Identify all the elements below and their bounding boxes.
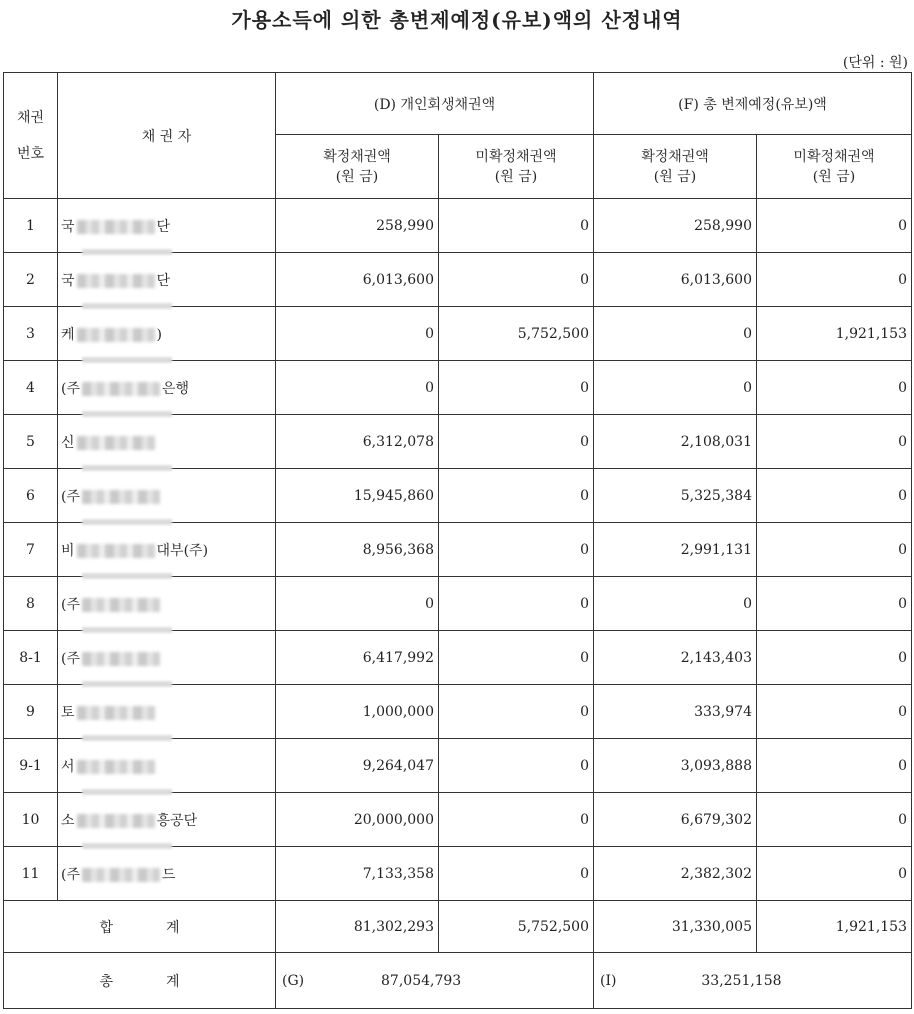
redaction-blur xyxy=(82,598,160,612)
f-unconfirmed-amount: 0 xyxy=(757,577,912,631)
subtotal-label-b: 계 xyxy=(165,919,180,936)
creditor-name-visible-start: 신 xyxy=(61,434,75,451)
f-confirmed-amount: 2,108,031 xyxy=(594,415,757,469)
f-confirmed-amount: 0 xyxy=(594,361,757,415)
f-confirmed-amount: 5,325,384 xyxy=(594,469,757,523)
creditor-name-visible-end: 흥공단 xyxy=(156,812,198,829)
f-unconfirmed-amount: 0 xyxy=(757,523,912,577)
document-title: 가용소득에 의한 총변제예정(유보)액의 산정내역 xyxy=(231,8,683,32)
redaction-blur xyxy=(77,274,155,288)
redaction-blur xyxy=(77,706,155,720)
d-unconfirmed-amount: 0 xyxy=(439,685,594,739)
redaction-blur xyxy=(82,789,172,795)
creditor-no: 9-1 xyxy=(4,739,58,793)
f-unconfirmed-amount: 0 xyxy=(757,361,912,415)
creditor-name-visible-start: 비 xyxy=(61,542,75,559)
creditor-name-visible-start: 국 xyxy=(61,272,75,289)
f-confirmed-header xyxy=(594,135,757,199)
creditor-name-visible-start: (주 xyxy=(61,650,80,667)
redaction-blur xyxy=(82,652,160,666)
creditor-name xyxy=(58,415,276,469)
d-confirmed-amount: 8,956,368 xyxy=(276,523,439,577)
table-row xyxy=(4,415,912,469)
d-confirmed-label: 확정채권액 xyxy=(323,148,391,165)
creditor-name-visible-start: 서 xyxy=(61,758,75,775)
d-confirmed-amount: 20,000,000 xyxy=(276,793,439,847)
creditor-no-header xyxy=(4,73,58,199)
header-row-1 xyxy=(4,73,912,135)
creditor-no: 8 xyxy=(4,577,58,631)
d-confirmed-amount: 6,013,600 xyxy=(276,253,439,307)
f-confirmed-amount: 0 xyxy=(594,307,757,361)
d-confirmed-principal: (원 금) xyxy=(335,168,379,185)
d-confirmed-header xyxy=(276,135,439,199)
redaction-blur xyxy=(77,814,155,828)
redaction-blur xyxy=(82,382,160,396)
d-unconfirmed-amount: 0 xyxy=(439,793,594,847)
grand-total-row xyxy=(4,953,912,1009)
group-f-header: (F) 총 변제예정(유보)액 xyxy=(594,73,912,135)
creditor-name xyxy=(58,469,276,523)
creditor-name xyxy=(58,577,276,631)
d-unconfirmed-amount: 0 xyxy=(439,739,594,793)
table-row xyxy=(4,631,912,685)
d-unconfirmed-amount: 5,752,500 xyxy=(439,307,594,361)
creditor-name xyxy=(58,793,276,847)
subtotal-f-unconfirmed: 1,921,153 xyxy=(757,901,912,953)
d-confirmed-amount: 258,990 xyxy=(276,199,439,253)
d-unconfirmed-amount: 0 xyxy=(439,253,594,307)
f-confirmed-amount: 6,013,600 xyxy=(594,253,757,307)
f-unconfirmed-amount: 0 xyxy=(757,631,912,685)
creditor-no: 8-1 xyxy=(4,631,58,685)
f-unconfirmed-amount: 0 xyxy=(757,685,912,739)
redaction-blur xyxy=(82,519,172,525)
f-unconfirmed-label: 미확정채권액 xyxy=(793,148,875,165)
d-confirmed-amount: 0 xyxy=(276,361,439,415)
creditor-name xyxy=(58,307,276,361)
creditor-no: 10 xyxy=(4,793,58,847)
d-confirmed-amount: 15,945,860 xyxy=(276,469,439,523)
redaction-blur xyxy=(82,303,172,309)
creditor-name-visible-start: 소 xyxy=(61,812,75,829)
g-value: 87,054,793 xyxy=(381,972,462,989)
creditor-no: 11 xyxy=(4,847,58,901)
d-unconfirmed-amount: 0 xyxy=(439,199,594,253)
redaction-blur xyxy=(77,220,155,234)
creditor-name-visible-start: 케 xyxy=(61,326,75,343)
d-unconfirmed-amount: 0 xyxy=(439,361,594,415)
redaction-blur xyxy=(82,490,160,504)
creditor-name-visible-start: (주 xyxy=(61,380,80,397)
creditor-no-header-line1: 채권 xyxy=(16,109,45,126)
creditor-name xyxy=(58,847,276,901)
redaction-blur xyxy=(82,573,172,579)
grand-total-g xyxy=(276,953,594,1009)
d-confirmed-amount: 6,417,992 xyxy=(276,631,439,685)
f-confirmed-amount: 333,974 xyxy=(594,685,757,739)
table-row xyxy=(4,793,912,847)
creditor-no: 2 xyxy=(4,253,58,307)
creditor-name-visible-end: 드 xyxy=(162,866,176,883)
creditor-name-visible-end: 단 xyxy=(156,218,171,235)
d-confirmed-amount: 1,000,000 xyxy=(276,685,439,739)
redaction-blur xyxy=(82,357,172,363)
creditor-name xyxy=(58,631,276,685)
table-row xyxy=(4,199,912,253)
f-unconfirmed-amount: 0 xyxy=(757,469,912,523)
creditor-name-visible-start: 토 xyxy=(61,704,75,721)
redaction-blur xyxy=(82,843,172,849)
f-unconfirmed-amount: 0 xyxy=(757,253,912,307)
i-value: 33,251,158 xyxy=(701,972,782,989)
grand-total-label xyxy=(4,953,276,1009)
creditor-name xyxy=(58,523,276,577)
f-unconfirmed-amount: 0 xyxy=(757,415,912,469)
f-confirmed-principal: (원 금) xyxy=(653,168,697,185)
f-unconfirmed-amount: 1,921,153 xyxy=(757,307,912,361)
d-unconfirmed-principal: (원 금) xyxy=(494,168,538,185)
d-confirmed-amount: 9,264,047 xyxy=(276,739,439,793)
redaction-blur xyxy=(77,544,155,558)
table-row xyxy=(4,307,912,361)
subtotal-row xyxy=(4,901,912,953)
redaction-blur xyxy=(82,868,160,882)
creditor-name xyxy=(58,361,276,415)
table-row xyxy=(4,847,912,901)
redaction-blur xyxy=(82,627,172,633)
subtotal-f-confirmed: 31,330,005 xyxy=(594,901,757,953)
f-unconfirmed-amount: 0 xyxy=(757,199,912,253)
repayment-table xyxy=(3,72,912,1009)
redaction-blur xyxy=(82,411,172,417)
redaction-blur xyxy=(82,735,172,741)
table-row xyxy=(4,739,912,793)
grand-total-label-a: 총 xyxy=(99,973,114,990)
creditor-header: 채 권 자 xyxy=(58,73,276,199)
group-d-header: (D) 개인회생채권액 xyxy=(276,73,594,135)
f-unconfirmed-header xyxy=(757,135,912,199)
d-unconfirmed-amount: 0 xyxy=(439,847,594,901)
g-label: (G) xyxy=(282,972,305,989)
f-confirmed-amount: 2,991,131 xyxy=(594,523,757,577)
f-unconfirmed-amount: 0 xyxy=(757,793,912,847)
d-unconfirmed-amount: 0 xyxy=(439,631,594,685)
f-confirmed-label: 확정채권액 xyxy=(641,148,709,165)
creditor-name-visible-end: ) xyxy=(156,326,162,343)
d-unconfirmed-amount: 0 xyxy=(439,469,594,523)
redaction-blur xyxy=(77,436,155,450)
f-confirmed-amount: 0 xyxy=(594,577,757,631)
creditor-no: 5 xyxy=(4,415,58,469)
d-confirmed-amount: 6,312,078 xyxy=(276,415,439,469)
redaction-blur xyxy=(77,760,155,774)
f-unconfirmed-principal: (원 금) xyxy=(812,168,856,185)
i-label: (I) xyxy=(600,972,617,989)
creditor-name xyxy=(58,199,276,253)
creditor-no: 3 xyxy=(4,307,58,361)
d-unconfirmed-header xyxy=(439,135,594,199)
f-confirmed-amount: 258,990 xyxy=(594,199,757,253)
subtotal-label-a: 합 xyxy=(99,919,114,936)
f-confirmed-amount: 2,143,403 xyxy=(594,631,757,685)
unit-label: (단위 : 원) xyxy=(842,55,908,71)
f-confirmed-amount: 6,679,302 xyxy=(594,793,757,847)
d-unconfirmed-amount: 0 xyxy=(439,415,594,469)
table-row xyxy=(4,685,912,739)
creditor-name-visible-start: (주 xyxy=(61,866,80,883)
creditor-no: 7 xyxy=(4,523,58,577)
table-row xyxy=(4,361,912,415)
creditor-name-visible-start: (주 xyxy=(61,488,80,505)
f-unconfirmed-amount: 0 xyxy=(757,847,912,901)
table-row xyxy=(4,523,912,577)
d-unconfirmed-label: 미확정채권액 xyxy=(475,148,557,165)
creditor-name-visible-end: 대부(주) xyxy=(156,542,209,559)
redaction-blur xyxy=(82,465,172,471)
d-confirmed-amount: 0 xyxy=(276,307,439,361)
creditor-name-visible-end: 단 xyxy=(156,272,171,289)
subtotal-d-unconfirmed: 5,752,500 xyxy=(439,901,594,953)
creditor-name xyxy=(58,685,276,739)
subtotal-label xyxy=(4,901,276,953)
redaction-blur xyxy=(82,681,172,687)
table-row xyxy=(4,577,912,631)
creditor-no: 6 xyxy=(4,469,58,523)
d-confirmed-amount: 7,133,358 xyxy=(276,847,439,901)
d-confirmed-amount: 0 xyxy=(276,577,439,631)
grand-total-i xyxy=(594,953,912,1009)
redaction-blur xyxy=(77,328,155,342)
creditor-no-header-line2: 번호 xyxy=(16,145,45,162)
f-unconfirmed-amount: 0 xyxy=(757,739,912,793)
creditor-no: 1 xyxy=(4,199,58,253)
table-row xyxy=(4,469,912,523)
creditor-name xyxy=(58,739,276,793)
creditor-name xyxy=(58,253,276,307)
creditor-no: 9 xyxy=(4,685,58,739)
grand-total-label-b: 계 xyxy=(165,973,180,990)
table-row xyxy=(4,253,912,307)
f-confirmed-amount: 2,382,302 xyxy=(594,847,757,901)
creditor-name-visible-start: 국 xyxy=(61,218,75,235)
d-unconfirmed-amount: 0 xyxy=(439,577,594,631)
creditor-name-visible-end: 은행 xyxy=(162,380,190,397)
subtotal-d-confirmed: 81,302,293 xyxy=(276,901,439,953)
redaction-blur xyxy=(82,249,172,255)
creditor-name-visible-start: (주 xyxy=(61,596,80,613)
f-confirmed-amount: 3,093,888 xyxy=(594,739,757,793)
creditor-no: 4 xyxy=(4,361,58,415)
d-unconfirmed-amount: 0 xyxy=(439,523,594,577)
